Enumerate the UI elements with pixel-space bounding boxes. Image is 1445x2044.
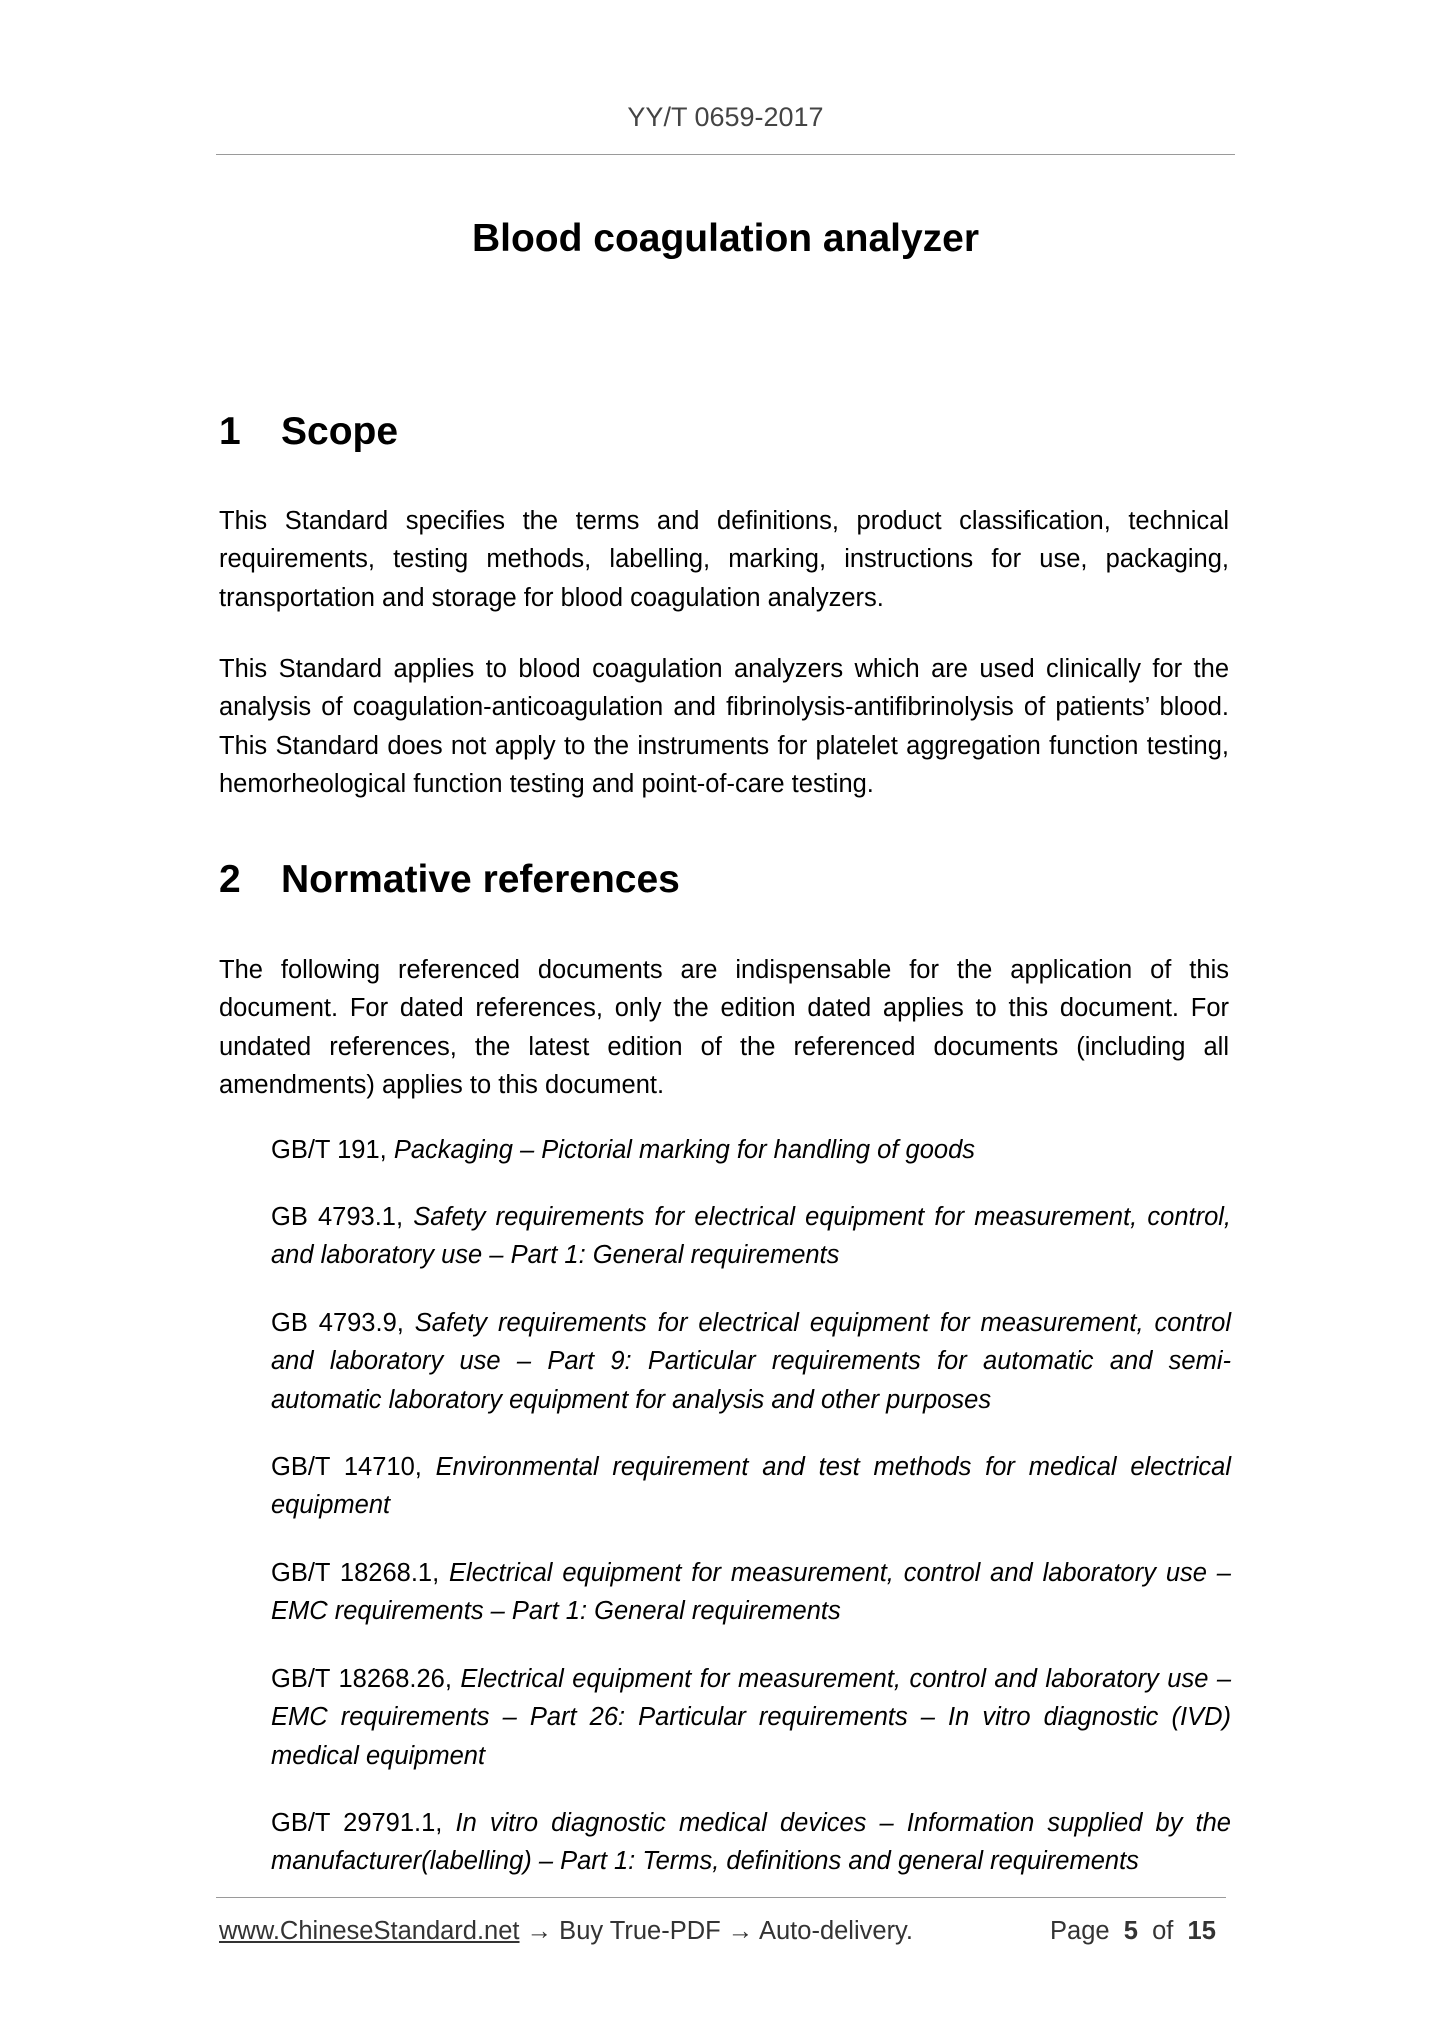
reference-code: GB/T 18268.26, (271, 1665, 461, 1693)
reference-item (271, 1131, 1231, 1169)
reference-code: GB/T 191, (271, 1136, 394, 1164)
section-number: 1 (219, 410, 241, 453)
total-pages: 15 (1187, 1917, 1216, 1945)
section-title: Scope (281, 410, 399, 453)
reference-code: GB 4793.1, (271, 1203, 414, 1231)
header-divider (216, 154, 1235, 155)
reference-title: Packaging – Pictorial marking for handling of goods (393, 1136, 976, 1164)
reference-item (271, 1198, 1231, 1275)
reference-code: GB/T 29791.1, (271, 1809, 456, 1837)
footer-promo (219, 1917, 913, 1946)
section-heading-normative-references (219, 854, 680, 906)
reference-title: In vitro diagnostic medical devices – Information supplied by the manufacturer(labelling) – Part 1: Terms, definitions and general requirements (271, 1809, 1231, 1876)
current-page-number: 5 (1123, 1917, 1138, 1945)
reference-title: Environmental requirement and test methods for medical electrical equipment (271, 1453, 1231, 1520)
reference-code: GB 4793.9, (271, 1309, 415, 1337)
page-indicator (1050, 1917, 1216, 1946)
reference-title: Safety requirements for electrical equipment for measurement, control, and laboratory use – Part 1: General requirements (271, 1203, 1232, 1270)
reference-title: Electrical equipment for measurement, control and laboratory use – EMC requirements – Part 1: General requirements (271, 1559, 1231, 1626)
section-title: Normative references (281, 858, 680, 901)
section-number: 2 (219, 858, 241, 901)
footer-divider (216, 1897, 1226, 1898)
scope-paragraph-2: This Standard applies to blood coagulation analyzers which are used clinically for the analysis of coagulation-anticoagulation and fibrinolysis-antifibrinolysis of patients’ blood. This Standard does not apply to the instruments for platelet aggregation function testing, hemorheological function testing and point-of-care testing. (219, 655, 1229, 798)
reference-item (271, 1448, 1231, 1525)
page-label: Page (1050, 1917, 1110, 1945)
section-heading-scope (219, 406, 398, 458)
reference-code: GB/T 14710, (271, 1453, 436, 1481)
scope-paragraph-1: This Standard specifies the terms and definitions, product classification, technical requirements, testing methods, labelling, marking, instructions for use, packaging, transportation and storage for blood coagulation analyzers. (219, 507, 1229, 612)
reference-item (271, 1554, 1231, 1631)
reference-title: Safety requirements for electrical equipment for measurement, control and laboratory use – Part 9: Particular requirements for automatic and semi-automatic laboratory equipment for analysis and other purposes (271, 1309, 1231, 1414)
reference-title: Electrical equipment for measurement, control and laboratory use – EMC requirements – Part 26: Particular requirements – In vitro diagnostic (IVD) medical equipment (271, 1665, 1231, 1770)
page-header-doc-number: YY/T 0659-2017 (627, 102, 824, 132)
footer-website-link[interactable]: www.ChineseStandard.net (219, 1917, 520, 1945)
reference-item (271, 1304, 1231, 1419)
reference-item (271, 1660, 1231, 1775)
footer-promo-text: → Buy True-PDF → Auto-delivery. (519, 1917, 913, 1945)
reference-code: GB/T 18268.1, (271, 1559, 450, 1587)
document-title: Blood coagulation analyzer (471, 217, 980, 260)
of-label: of (1152, 1917, 1174, 1945)
reference-item (271, 1804, 1231, 1881)
normative-references-intro: The following referenced documents are indispensable for the application of this document. For dated references, only the edition dated applies to this document. For undated references, the latest edition of the referenced documents (including all amendments) applies to this document. (219, 956, 1229, 1099)
